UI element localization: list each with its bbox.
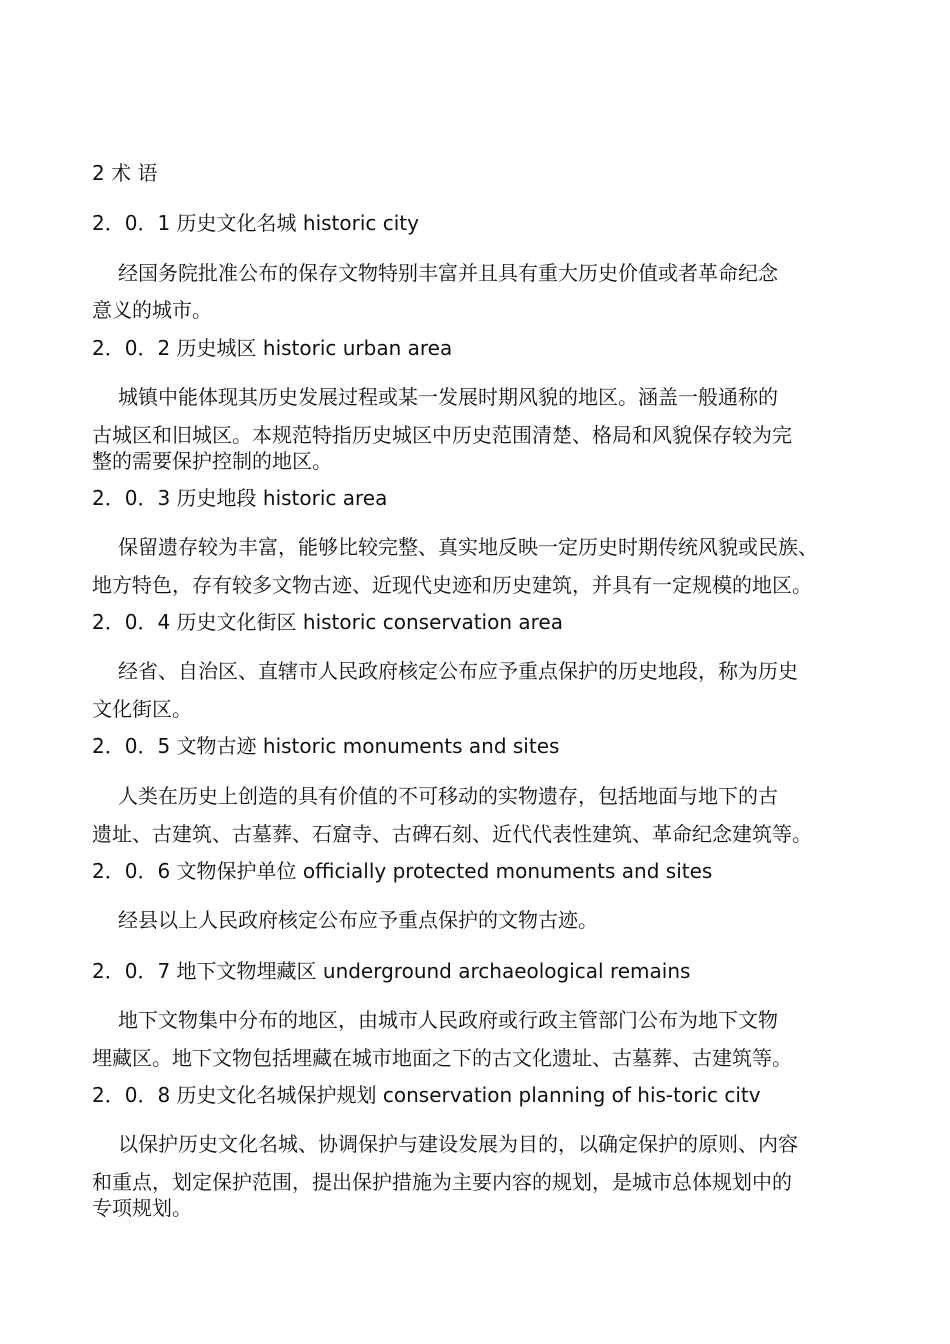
term-heading: 2．0．1 历史文化名城 historic city [92,211,419,235]
term-definition-line: 以保护历史文化名城、协调保护与建设发展为目的，以确定保护的原则、内容 [118,1132,798,1156]
term-definition-line: 经县以上人民政府核定公布应予重点保护的文物古迹。 [118,908,598,932]
term-definition-line: 人类在历史上创造的具有价值的不可移动的实物遗存，包括地面与地下的古 [118,784,778,808]
term-definition-line: 城镇中能体现其历史发展过程或某一发展时期风貌的地区。涵盖一般通称的 [118,385,778,409]
term-definition-line: 和重点，划定保护范围，提出保护措施为主要内容的规划，是城市总体规划中的 [92,1170,792,1194]
term-definition-line: 经国务院批准公布的保存文物特别丰富并且具有重大历史价值或者革命纪念 [118,261,778,285]
term-definition-line: 文化街区。 [92,697,192,721]
term-definition-line: 专项规划。 [92,1196,192,1220]
term-heading: 2．0．7 地下文物埋藏区 underground archaeological remains [92,959,691,983]
term-heading: 2．0．2 历史城区 historic urban area [92,336,453,360]
term-heading: 2．0．5 文物古迹 historic monuments and sites [92,734,560,758]
section-title: 2 术 语 [92,161,158,185]
term-heading: 2．0．8 历史文化名城保护规划 conservation planning of his-toric citv [92,1083,761,1107]
term-definition-line: 地方特色，存有较多文物古迹、近现代史迹和历史建筑，并具有一定规模的地区。 [92,573,812,597]
term-definition-line: 地下文物集中分布的地区，由城市人民政府或行政主管部门公布为地下文物 [118,1008,778,1032]
term-definition-line: 遗址、古建筑、古墓葬、石窟寺、古碑石刻、近代代表性建筑、革命纪念建筑等。 [92,822,812,846]
term-heading: 2．0．6 文物保护单位 officially protected monuments and sites [92,859,713,883]
term-definition-line: 意义的城市。 [92,298,212,322]
term-heading: 2．0．3 历史地段 historic area [92,486,388,510]
term-definition-line: 埋藏区。地下文物包括埋藏在城市地面之下的古文化遗址、古墓葬、古建筑等。 [92,1046,792,1070]
term-heading: 2．0．4 历史文化街区 historic conservation area [92,610,563,634]
term-definition-line: 古城区和旧城区。本规范特指历史城区中历史范围清楚、格局和风貌保存较为完 [92,423,792,447]
term-definition-line: 整的需要保护控制的地区。 [92,449,332,473]
term-definition-line: 经省、自治区、直辖市人民政府核定公布应予重点保护的历史地段，称为历史 [118,659,798,683]
term-definition-line: 保留遗存较为丰富，能够比较完整、真实地反映一定历史时期传统风貌或民族、 [118,535,818,559]
